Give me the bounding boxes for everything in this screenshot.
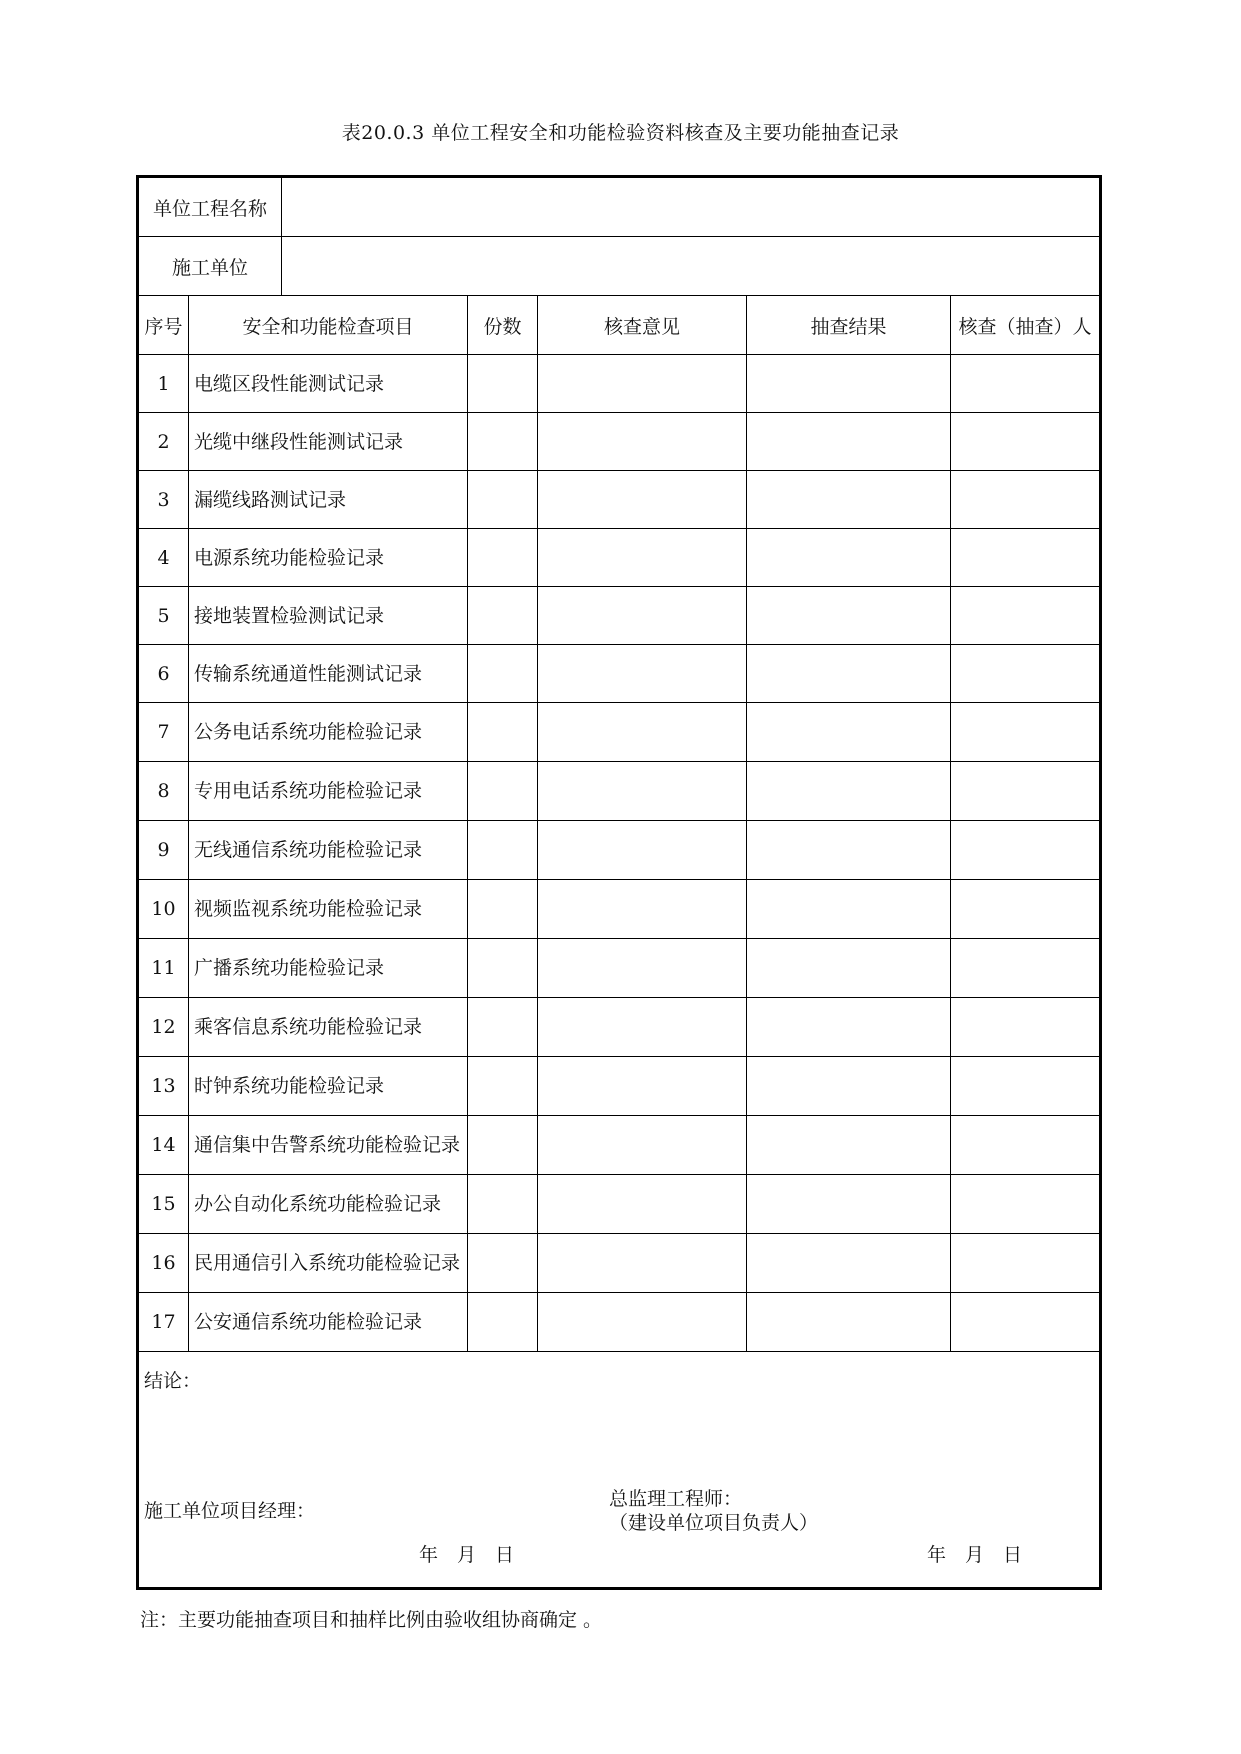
row-no: 8 <box>139 762 189 820</box>
table-row <box>139 821 1099 880</box>
row-review-opinion-cell[interactable] <box>538 939 747 997</box>
row-review-opinion-cell[interactable] <box>538 645 747 702</box>
owner-rep-label: （建设单位项目负责人） <box>609 1512 819 1534</box>
row-item: 民用通信引入系统功能检验记录 <box>189 1234 468 1292</box>
row-no: 17 <box>139 1293 189 1351</box>
row-copies-cell[interactable] <box>468 880 538 938</box>
row-spot-check-result-cell[interactable] <box>747 762 951 820</box>
row-no: 3 <box>139 471 189 528</box>
row-item: 公安通信系统功能检验记录 <box>189 1293 468 1351</box>
row-spot-check-result-cell[interactable] <box>747 355 951 412</box>
row-item: 时钟系统功能检验记录 <box>189 1057 468 1115</box>
row-copies-cell[interactable] <box>468 821 538 879</box>
row-spot-check-result-cell[interactable] <box>747 587 951 644</box>
row-checker-cell[interactable] <box>951 1057 1099 1115</box>
record-form <box>136 175 1102 1590</box>
row-checker-cell[interactable] <box>951 821 1099 879</box>
row-checker-cell[interactable] <box>951 998 1099 1056</box>
row-checker-cell[interactable] <box>951 355 1099 412</box>
unit-project-name-field[interactable] <box>282 178 1099 236</box>
row-item: 通信集中告警系统功能检验记录 <box>189 1116 468 1174</box>
row-item: 传输系统通道性能测试记录 <box>189 645 468 702</box>
footnote: 注：主要功能抽查项目和抽样比例由验收组协商确定 。 <box>140 1609 603 1631</box>
row-no: 13 <box>139 1057 189 1115</box>
row-item: 广播系统功能检验记录 <box>189 939 468 997</box>
table-row <box>139 1116 1099 1175</box>
contractor-field[interactable] <box>282 237 1099 295</box>
row-item: 乘客信息系统功能检验记录 <box>189 998 468 1056</box>
row-checker-cell[interactable] <box>951 1116 1099 1174</box>
row-checker-cell[interactable] <box>951 587 1099 644</box>
row-no: 16 <box>139 1234 189 1292</box>
row-checker-cell[interactable] <box>951 471 1099 528</box>
row-review-opinion-cell[interactable] <box>538 1116 747 1174</box>
row-copies-cell[interactable] <box>468 998 538 1056</box>
col-header-copies: 份数 <box>468 296 538 354</box>
row-no: 4 <box>139 529 189 586</box>
row-no: 14 <box>139 1116 189 1174</box>
row-checker-cell[interactable] <box>951 939 1099 997</box>
col-header-review-opinion: 核查意见 <box>538 296 747 354</box>
row-checker-cell[interactable] <box>951 703 1099 761</box>
page-title: 表20.0.3 单位工程安全和功能检验资料核查及主要功能抽查记录 <box>341 122 900 144</box>
row-no: 11 <box>139 939 189 997</box>
row-item: 接地装置检验测试记录 <box>189 587 468 644</box>
col-header-no: 序号 <box>139 296 189 354</box>
table-row <box>139 762 1099 821</box>
unit-project-name-row <box>139 178 1099 237</box>
row-review-opinion-cell[interactable] <box>538 998 747 1056</box>
table-row <box>139 1293 1099 1352</box>
contractor-manager-label: 施工单位项目经理： <box>144 1500 316 1522</box>
row-no: 5 <box>139 587 189 644</box>
row-no: 1 <box>139 355 189 412</box>
row-checker-cell[interactable] <box>951 645 1099 702</box>
row-no: 7 <box>139 703 189 761</box>
row-spot-check-result-cell[interactable] <box>747 413 951 470</box>
col-header-spot-check-result: 抽查结果 <box>747 296 951 354</box>
row-review-opinion-cell[interactable] <box>538 1293 747 1351</box>
row-copies-cell[interactable] <box>468 1057 538 1115</box>
row-item: 专用电话系统功能检验记录 <box>189 762 468 820</box>
row-item: 无线通信系统功能检验记录 <box>189 821 468 879</box>
row-review-opinion-cell[interactable] <box>538 529 747 586</box>
row-spot-check-result-cell[interactable] <box>747 529 951 586</box>
row-review-opinion-cell[interactable] <box>538 413 747 470</box>
row-checker-cell[interactable] <box>951 1175 1099 1233</box>
date-right: 年 月 日 <box>927 1544 1023 1566</box>
table-row <box>139 880 1099 939</box>
row-no: 9 <box>139 821 189 879</box>
row-checker-cell[interactable] <box>951 880 1099 938</box>
row-spot-check-result-cell[interactable] <box>747 1057 951 1115</box>
row-copies-cell[interactable] <box>468 413 538 470</box>
row-review-opinion-cell[interactable] <box>538 1234 747 1292</box>
row-no: 6 <box>139 645 189 702</box>
row-no: 12 <box>139 998 189 1056</box>
row-no: 10 <box>139 880 189 938</box>
row-copies-cell[interactable] <box>468 471 538 528</box>
row-review-opinion-cell[interactable] <box>538 762 747 820</box>
row-spot-check-result-cell[interactable] <box>747 645 951 702</box>
row-item: 电缆区段性能测试记录 <box>189 355 468 412</box>
conclusion-section <box>139 1352 1099 1587</box>
row-item: 公务电话系统功能检验记录 <box>189 703 468 761</box>
row-copies-cell[interactable] <box>468 939 538 997</box>
unit-project-name-label: 单位工程名称 <box>139 178 282 236</box>
row-copies-cell[interactable] <box>468 703 538 761</box>
row-item: 电源系统功能检验记录 <box>189 529 468 586</box>
row-checker-cell[interactable] <box>951 413 1099 470</box>
table-row <box>139 645 1099 703</box>
row-spot-check-result-cell[interactable] <box>747 1116 951 1174</box>
table-row <box>139 529 1099 587</box>
row-copies-cell[interactable] <box>468 1175 538 1233</box>
table-row <box>139 703 1099 762</box>
row-no: 15 <box>139 1175 189 1233</box>
row-review-opinion-cell[interactable] <box>538 703 747 761</box>
table-row <box>139 471 1099 529</box>
row-spot-check-result-cell[interactable] <box>747 821 951 879</box>
row-review-opinion-cell[interactable] <box>538 471 747 528</box>
row-spot-check-result-cell[interactable] <box>747 880 951 938</box>
row-copies-cell[interactable] <box>468 587 538 644</box>
row-copies-cell[interactable] <box>468 645 538 702</box>
row-review-opinion-cell[interactable] <box>538 821 747 879</box>
row-checker-cell[interactable] <box>951 529 1099 586</box>
row-review-opinion-cell[interactable] <box>538 1057 747 1115</box>
row-spot-check-result-cell[interactable] <box>747 1234 951 1292</box>
row-copies-cell[interactable] <box>468 1293 538 1351</box>
row-checker-cell[interactable] <box>951 1293 1099 1351</box>
row-spot-check-result-cell[interactable] <box>747 471 951 528</box>
row-item: 视频监视系统功能检验记录 <box>189 880 468 938</box>
row-spot-check-result-cell[interactable] <box>747 998 951 1056</box>
table-row <box>139 355 1099 413</box>
col-header-checker: 核查（抽查）人 <box>958 315 1092 338</box>
table-row <box>139 998 1099 1057</box>
row-item: 光缆中继段性能测试记录 <box>189 413 468 470</box>
row-item: 漏缆线路测试记录 <box>189 471 468 528</box>
row-spot-check-result-cell[interactable] <box>747 1293 951 1351</box>
row-no: 2 <box>139 413 189 470</box>
row-review-opinion-cell[interactable] <box>538 880 747 938</box>
row-review-opinion-cell[interactable] <box>538 355 747 412</box>
row-copies-cell[interactable] <box>468 1116 538 1174</box>
contractor-row <box>139 237 1099 296</box>
row-item: 办公自动化系统功能检验记录 <box>189 1175 468 1233</box>
conclusion-label: 结论： <box>144 1370 202 1392</box>
chief-supervisor-label: 总监理工程师： <box>609 1488 743 1510</box>
row-spot-check-result-cell[interactable] <box>747 939 951 997</box>
table-header-row <box>139 296 1099 355</box>
row-checker-cell[interactable] <box>951 1234 1099 1292</box>
table-row <box>139 1175 1099 1234</box>
date-left: 年 月 日 <box>419 1544 515 1566</box>
row-review-opinion-cell[interactable] <box>538 1175 747 1233</box>
table-row <box>139 587 1099 645</box>
col-header-item: 安全和功能检查项目 <box>189 296 468 354</box>
row-review-opinion-cell[interactable] <box>538 587 747 644</box>
table-row <box>139 413 1099 471</box>
row-copies-cell[interactable] <box>468 355 538 412</box>
row-checker-cell[interactable] <box>951 762 1099 820</box>
row-copies-cell[interactable] <box>468 1234 538 1292</box>
row-spot-check-result-cell[interactable] <box>747 1175 951 1233</box>
table-row <box>139 939 1099 998</box>
contractor-label: 施工单位 <box>139 237 282 295</box>
row-copies-cell[interactable] <box>468 529 538 586</box>
row-spot-check-result-cell[interactable] <box>747 703 951 761</box>
table-row <box>139 1234 1099 1293</box>
row-copies-cell[interactable] <box>468 762 538 820</box>
table-row <box>139 1057 1099 1116</box>
